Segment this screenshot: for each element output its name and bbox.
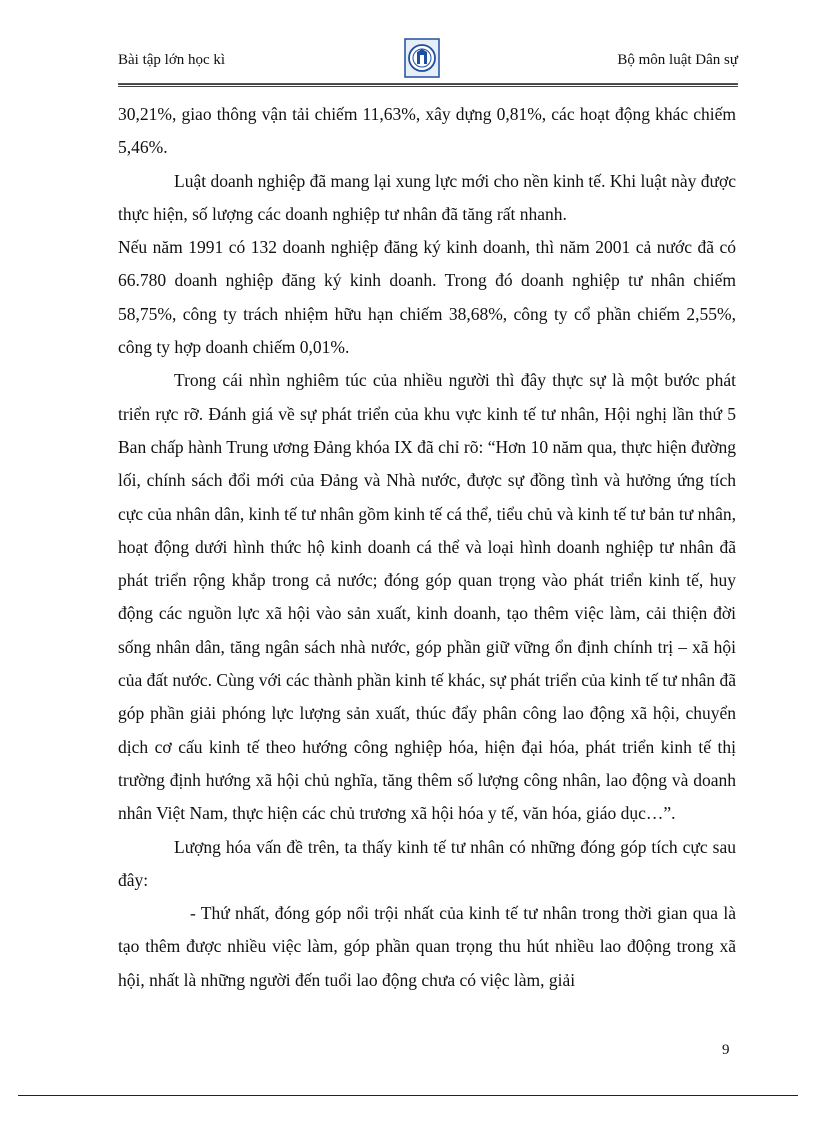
header-right-title: Bộ môn luật Dân sự: [617, 52, 738, 68]
page-header: [118, 38, 738, 82]
document-body: [118, 98, 736, 997]
paragraph: Nếu năm 1991 có 132 doanh nghiệp đăng ký kinh doanh, thì năm 2001 cả nước đã có 66.780 doanh nghiệp đăng ký kinh doanh. Trong đó doanh nghiệp tư nhân chiếm 58,75%, công ty trách nhiệm hữu hạn chiếm 38,68%, công ty cổ phần chiếm 2,55%, công ty hợp doanh chiếm 0,01%.: [118, 237, 736, 358]
paragraph: - Thứ nhất, đóng góp nổi trội nhất của kinh tế tư nhân trong thời gian qua là tạo thêm được nhiều việc làm, góp phần quan trọng thu hút nhiều lao đ0ộng trong xã hội, nhất là những người đến tuổi lao động chưa có việc làm, giải: [118, 903, 736, 990]
footer-divider: [18, 1095, 798, 1096]
university-logo-icon: [404, 38, 440, 78]
paragraph: Lượng hóa vấn đề trên, ta thấy kinh tế tư nhân có những đóng góp tích cực sau đây:: [118, 836, 736, 890]
header-left-title: Bài tập lớn học kì: [118, 52, 226, 68]
paragraph: Luật doanh nghiệp đã mang lại xung lực mới cho nền kinh tế. Khi luật này được thực hiện, số lượng các doanh nghiệp tư nhân đã tăng rất nhanh.: [118, 170, 736, 224]
page-number: 9: [722, 1042, 730, 1058]
header-divider: [118, 83, 738, 87]
paragraph: Trong cái nhìn nghiêm túc của nhiều người thì đây thực sự là một bước phát triển rực rỡ. Đánh giá về sự phát triển của khu vực kinh tế tư nhân, Hội nghị lần thứ 5 Ban chấp hành Trung ương Đảng khóa IX đã chỉ rõ: “Hơn 10 năm qua, thực hiện đường lối, chính sách đổi mới của Đảng và Nhà nước, được sự đồng tình và hưởng ứng tích cực của nhân dân, kinh tế tư nhân gồm kinh tế cá thể, tiểu chủ và kinh tế tư bản tư nhân, hoạt động dưới hình thức hộ kinh doanh cá thể và loại hình doanh nghiệp tư nhân đã phát triển rộng khắp trong cả nước; đóng góp quan trọng vào phát triển kinh tế, huy động các nguồn lực xã hội vào sản xuất, kinh doanh, tạo thêm việc làm, cải thiện đời sống nhân dân, tăng ngân sách nhà nước, góp phần giữ vững ổn định chính trị – xã hội của đất nước. Cùng với các thành phần kinh tế khác, sự phát triển của kinh tế tư nhân đã góp phần giải phóng lực lượng sản xuất, thúc đẩy phân công lao động xã hội, chuyển dịch cơ cấu kinh tế theo hướng công nghiệp hóa, hiện đại hóa, phát triển kinh tế thị trường định hướng xã hội chủ nghĩa, tăng thêm số lượng công nhân, lao động và doanh nhân Việt Nam, thực hiện các chủ trương xã hội hóa y tế, văn hóa, giáo dục…”.: [118, 370, 736, 824]
paragraph: 30,21%, giao thông vận tải chiếm 11,63%, xây dựng 0,81%, các hoạt động khác chiếm 5,46%.: [118, 104, 736, 158]
